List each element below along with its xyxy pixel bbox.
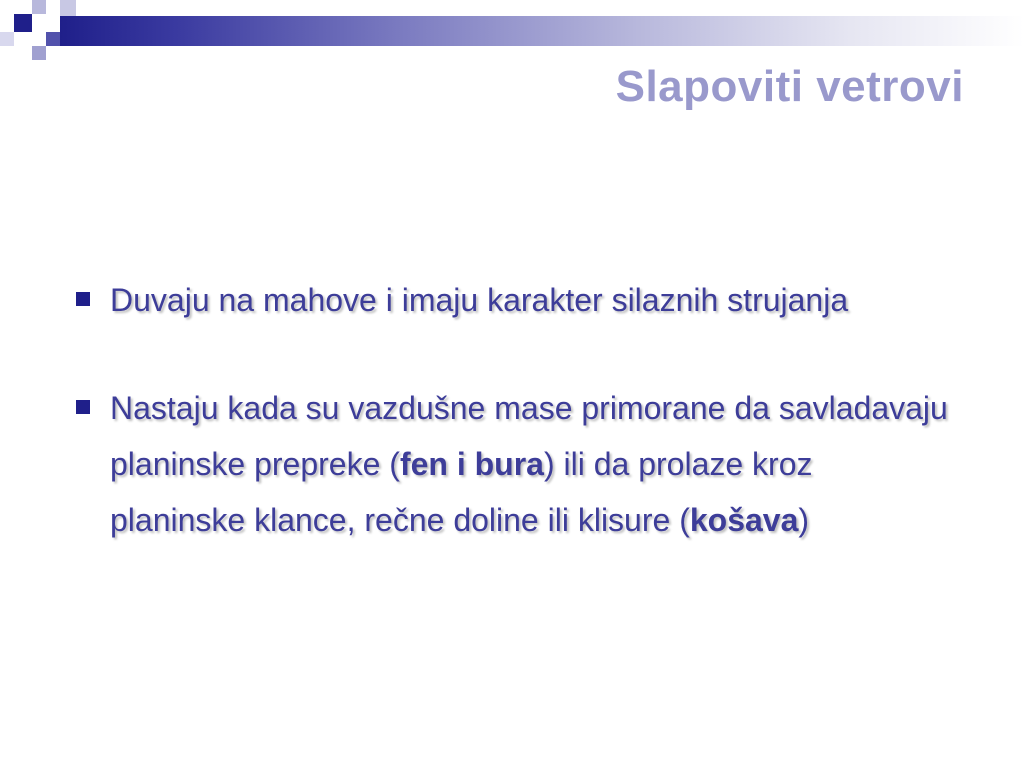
- decor-square: [46, 32, 60, 46]
- header-gradient-band: [60, 16, 1024, 46]
- decor-square: [32, 46, 46, 60]
- bullet-item: [72, 380, 952, 548]
- bullet-text-part: ): [798, 502, 810, 538]
- bullet-item: [72, 272, 952, 328]
- decor-square: [46, 14, 60, 32]
- decor-square: [14, 14, 32, 32]
- bullet-text: Duvaju na mahove i imaju karakter silaznih strujanja: [110, 282, 849, 318]
- decor-square: [14, 32, 32, 46]
- decor-square: [60, 0, 76, 16]
- slide-title: Slapoviti vetrovi: [615, 62, 964, 111]
- decor-square: [32, 0, 46, 14]
- decor-square: [0, 32, 14, 46]
- bullet-bold-term: košava: [689, 502, 799, 538]
- square-bullet-icon: [76, 292, 90, 306]
- bullet-text-part: Nastaju kada su vazdušne mase primorane da savladavaju planinske prepreke (: [110, 390, 948, 482]
- bullet-list: [72, 272, 952, 600]
- bullet-bold-term: fen i bura: [399, 446, 544, 482]
- square-bullet-icon: [76, 400, 90, 414]
- bullet-text-part: ) ili da prolaze kroz planinske klance, rečne doline ili klisure (: [110, 446, 813, 538]
